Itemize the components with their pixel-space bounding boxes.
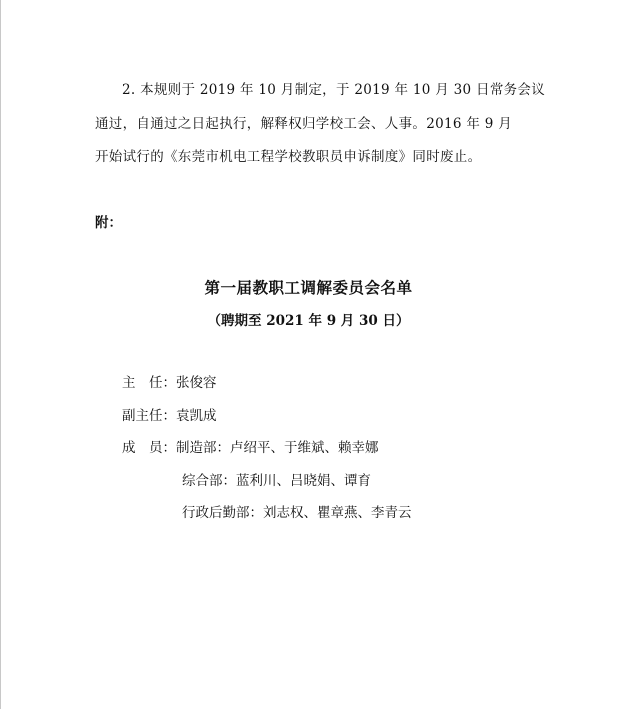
paragraph-line-2: 通过，自通过之日起执行，解释权归学校工会、人事。2016 年 9 月 bbox=[95, 116, 513, 132]
dept-general-row bbox=[182, 472, 371, 490]
members-row bbox=[122, 439, 379, 457]
members-label: 成 员： bbox=[122, 440, 176, 456]
dept-admin-row bbox=[182, 504, 412, 522]
dept-general: 综合部：蓝利川、吕晓娟、谭育 bbox=[182, 473, 371, 489]
paragraph-line-3: 开始试行的《东莞市机电工程学校教职员申诉制度》同时废止。 bbox=[95, 149, 482, 165]
chair-name: 张俊容 bbox=[176, 375, 217, 391]
list-title: 第一届教职工调解委员会名单 bbox=[204, 278, 413, 297]
dept-admin-logistics: 行政后勤部：刘志权、瞿章燕、李青云 bbox=[182, 505, 412, 521]
term-subtitle: （聘期至 2021 年 9 月 30 日） bbox=[207, 313, 410, 329]
attachment-label: 附： bbox=[95, 215, 122, 231]
vice-chair-name: 袁凯成 bbox=[176, 408, 217, 424]
paragraph-line-1: 2. 本规则于 2019 年 10 月制定，于 2019 年 10 月 30 日常务会议 bbox=[122, 82, 546, 98]
chair-label: 主 任： bbox=[122, 375, 176, 391]
vice-chair-row bbox=[122, 407, 217, 425]
page-left-edge bbox=[0, 0, 1, 709]
chair-row bbox=[122, 374, 217, 392]
vice-chair-label: 副主任： bbox=[122, 408, 176, 424]
dept-manufacturing: 制造部：卢绍平、于维斌、赖幸娜 bbox=[176, 440, 379, 456]
